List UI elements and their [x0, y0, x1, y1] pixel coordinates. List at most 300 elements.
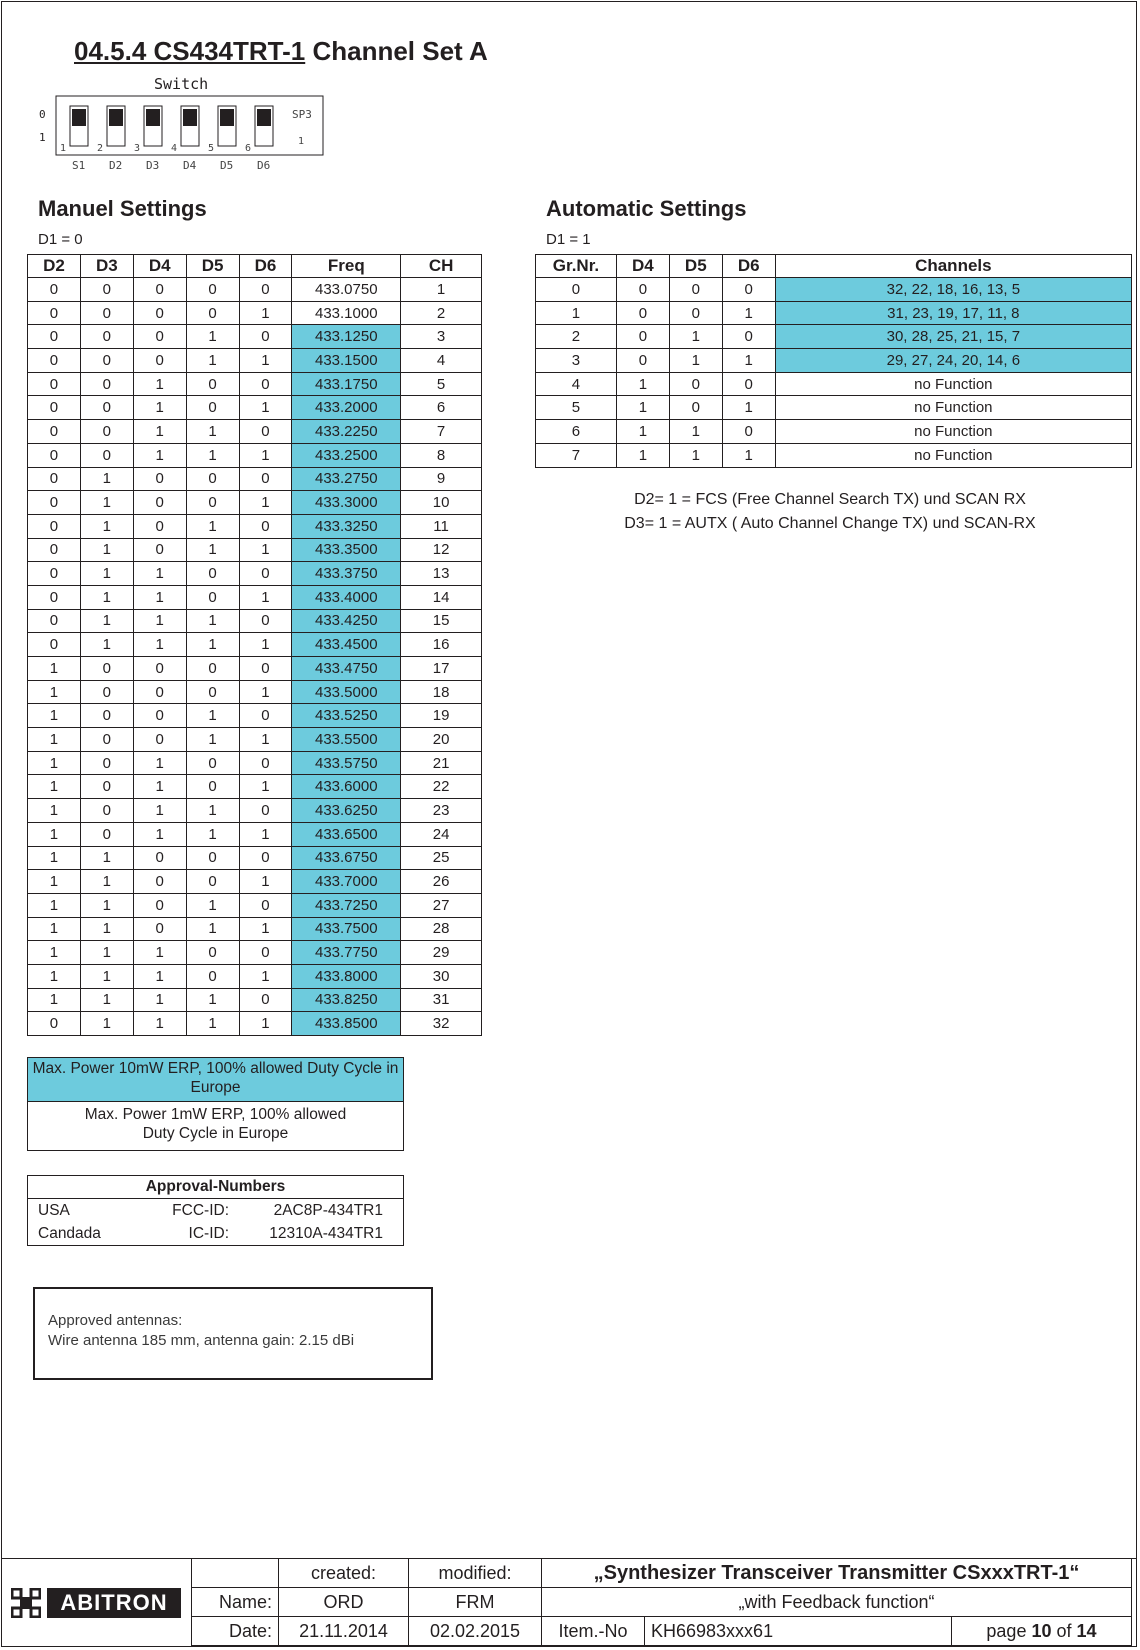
switch-bit-cell: 1 [80, 917, 133, 941]
switch-bit-cell: 0 [186, 870, 239, 894]
switch-label: S1 [72, 159, 86, 172]
power-legend-plain-line2: Duty Cycle in Europe [142, 1125, 289, 1142]
automatic-d1-label: D1 = 1 [546, 231, 591, 248]
switch-bit-cell: 1 [133, 609, 186, 633]
switch-bit-cell: 1 [28, 775, 81, 799]
channel-cell: 22 [401, 775, 482, 799]
switch-bit-cell: 1 [722, 301, 775, 325]
switch-bit-cell: 0 [28, 538, 81, 562]
approval-row [28, 1199, 403, 1222]
automatic-col-header: D5 [669, 255, 722, 278]
switch-bit-cell: 1 [186, 443, 239, 467]
switch-bit-cell: 0 [133, 870, 186, 894]
switch-bit-cell: 0 [239, 467, 292, 491]
switch-bit-cell: 0 [80, 751, 133, 775]
channel-cell: 21 [401, 751, 482, 775]
table-row [28, 917, 482, 941]
switch-bit-cell: 1 [239, 349, 292, 373]
note-d2: D2= 1 = FCS (Free Channel Search TX) und SCAN RX [634, 491, 1026, 508]
group-number-cell: 5 [536, 396, 617, 420]
channel-cell: 8 [401, 443, 482, 467]
channel-cell: 28 [401, 917, 482, 941]
switch-bit-cell: 1 [133, 988, 186, 1012]
channels-cell: no Function [775, 443, 1131, 467]
switch-label: D2 [109, 159, 123, 172]
switch-state-0: 0 [39, 108, 46, 121]
table-row [28, 1012, 482, 1036]
switch-bit-cell: 1 [80, 964, 133, 988]
switch-bit-cell: 1 [133, 443, 186, 467]
switch-bit-cell: 0 [80, 372, 133, 396]
switch-bit-cell: 1 [80, 870, 133, 894]
switch-bit-cell: 1 [80, 893, 133, 917]
item-value: KH66983xxx61 [645, 1617, 952, 1646]
channel-cell: 1 [401, 278, 482, 302]
page-number [952, 1617, 1132, 1646]
channel-cell: 31 [401, 988, 482, 1012]
switch-bit-cell: 0 [80, 301, 133, 325]
table-row [28, 799, 482, 823]
switch-bit-cell: 0 [28, 325, 81, 349]
switch-bit-cell: 0 [80, 349, 133, 373]
manual-col-header: Freq [292, 255, 401, 278]
switch-bit-cell: 0 [239, 704, 292, 728]
switch-bit-cell: 0 [239, 893, 292, 917]
table-row [28, 775, 482, 799]
table-row [28, 278, 482, 302]
channels-cell: 31, 23, 19, 17, 11, 8 [775, 301, 1131, 325]
table-row [28, 822, 482, 846]
table-row [28, 562, 482, 586]
switch-bit-cell: 0 [80, 775, 133, 799]
switch-bit-cell: 0 [80, 325, 133, 349]
freq-cell: 433.2000 [292, 396, 401, 420]
manual-col-header: D5 [186, 255, 239, 278]
switch-bit-cell: 0 [80, 278, 133, 302]
switch-bit-cell: 0 [722, 325, 775, 349]
footer-info-table [191, 1558, 1132, 1646]
switch-bit-cell: 1 [28, 728, 81, 752]
switch-bit-cell: 0 [239, 799, 292, 823]
switch-bit-cell: 1 [239, 1012, 292, 1036]
group-number-cell: 6 [536, 420, 617, 444]
switch-bit-cell: 0 [80, 799, 133, 823]
antenna-line2: Wire antenna 185 mm, antenna gain: 2.15 dBi [48, 1332, 355, 1349]
switch-bit-cell: 0 [80, 396, 133, 420]
freq-cell: 433.1250 [292, 325, 401, 349]
switch-bit-cell: 1 [28, 680, 81, 704]
switch-bit-cell: 1 [28, 964, 81, 988]
switch-bit-cell: 1 [80, 491, 133, 515]
channels-cell: no Function [775, 420, 1131, 444]
switch-bit-cell: 1 [722, 443, 775, 467]
approval-value: 2AC8P-434TR1 [273, 1202, 383, 1219]
table-row [28, 301, 482, 325]
switch-bit-cell: 0 [80, 822, 133, 846]
table-row [28, 420, 482, 444]
switch-bit-cell: 1 [133, 1012, 186, 1036]
switch-label: D6 [257, 159, 271, 172]
switch-bit-cell: 1 [28, 799, 81, 823]
switch-bit-cell: 0 [186, 657, 239, 681]
dip-switch-diagram [36, 76, 336, 176]
approval-country: Candada [38, 1225, 101, 1242]
switch-bit-cell: 1 [186, 1012, 239, 1036]
channels-cell: no Function [775, 396, 1131, 420]
table-row [28, 870, 482, 894]
switch-bit-cell: 0 [28, 301, 81, 325]
switch-bit-cell: 1 [239, 301, 292, 325]
table-row [28, 633, 482, 657]
channel-cell: 16 [401, 633, 482, 657]
switch-bit-cell: 0 [239, 278, 292, 302]
switch-bit-cell: 0 [616, 278, 669, 302]
switch-bit-cell: 0 [186, 846, 239, 870]
freq-cell: 433.5000 [292, 680, 401, 704]
switch-bit-cell: 0 [133, 728, 186, 752]
switch-bit-cell: 0 [80, 443, 133, 467]
table-row [536, 301, 1132, 325]
switch-bit-cell: 1 [28, 870, 81, 894]
switch-bit-cell: 1 [80, 609, 133, 633]
switch-bit-cell: 1 [28, 751, 81, 775]
switch-bit-cell: 0 [186, 467, 239, 491]
channel-cell: 24 [401, 822, 482, 846]
switch-bit-cell: 0 [133, 680, 186, 704]
page-total: 14 [1076, 1620, 1097, 1641]
dip-switch-knob [183, 109, 197, 126]
switch-bit-cell: 1 [28, 988, 81, 1012]
switch-bit-cell: 1 [80, 1012, 133, 1036]
switch-bit-cell: 0 [28, 609, 81, 633]
switch-bottom-note: 1 [298, 136, 305, 147]
automatic-settings-table [535, 254, 1132, 468]
channel-cell: 29 [401, 941, 482, 965]
approved-antennas-box [33, 1287, 433, 1380]
switch-bit-cell: 0 [28, 443, 81, 467]
switch-bit-cell: 1 [28, 917, 81, 941]
section-number: 04.5.4 CS434TRT-1 [74, 36, 306, 66]
switch-label: D4 [183, 159, 197, 172]
switch-bit-cell: 1 [186, 538, 239, 562]
freq-cell: 433.5750 [292, 751, 401, 775]
power-legend [27, 1057, 404, 1151]
table-row [28, 585, 482, 609]
switch-bit-cell: 1 [669, 443, 722, 467]
switch-side-text: SP3 [292, 108, 312, 121]
channels-cell: 30, 28, 25, 21, 15, 7 [775, 325, 1131, 349]
approval-key: FCC-ID: [172, 1202, 229, 1219]
group-number-cell: 7 [536, 443, 617, 467]
manual-settings-title: Manuel Settings [38, 196, 207, 221]
manual-col-header: D2 [28, 255, 81, 278]
name-created: ORD [279, 1588, 409, 1617]
switch-bit-cell: 0 [80, 704, 133, 728]
date-modified: 02.02.2015 [409, 1617, 542, 1646]
freq-cell: 433.0750 [292, 278, 401, 302]
freq-cell: 433.6250 [292, 799, 401, 823]
automatic-settings-title: Automatic Settings [546, 196, 747, 221]
page-current: 10 [1031, 1620, 1052, 1641]
channel-cell: 30 [401, 964, 482, 988]
table-row [28, 609, 482, 633]
table-row [536, 420, 1132, 444]
power-legend-plain [28, 1102, 403, 1150]
switch-bit-cell: 0 [186, 372, 239, 396]
switch-bit-cell: 0 [239, 657, 292, 681]
switch-bit-cell: 1 [133, 822, 186, 846]
switch-bit-cell: 0 [239, 846, 292, 870]
channels-cell: no Function [775, 372, 1131, 396]
switch-bit-cell: 1 [186, 609, 239, 633]
switch-bit-cell: 1 [616, 396, 669, 420]
channel-cell: 12 [401, 538, 482, 562]
switch-bit-cell: 0 [239, 609, 292, 633]
channel-cell: 23 [401, 799, 482, 823]
created-label: created: [279, 1559, 409, 1588]
approval-country: USA [38, 1202, 70, 1219]
freq-cell: 433.7250 [292, 893, 401, 917]
switch-bit-cell: 1 [239, 585, 292, 609]
group-number-cell: 4 [536, 372, 617, 396]
switch-bit-cell: 0 [186, 301, 239, 325]
group-number-cell: 0 [536, 278, 617, 302]
manual-settings-table [27, 254, 482, 1036]
channel-cell: 13 [401, 562, 482, 586]
switch-bit-cell: 0 [28, 585, 81, 609]
freq-cell: 433.1500 [292, 349, 401, 373]
channel-cell: 15 [401, 609, 482, 633]
switch-bit-cell: 0 [186, 585, 239, 609]
switch-bit-cell: 0 [133, 301, 186, 325]
freq-cell: 433.1000 [292, 301, 401, 325]
switch-bit-cell: 0 [186, 562, 239, 586]
switch-bit-cell: 0 [239, 420, 292, 444]
switch-bit-cell: 0 [239, 988, 292, 1012]
switch-bit-cell: 0 [722, 278, 775, 302]
freq-cell: 433.4250 [292, 609, 401, 633]
group-number-cell: 2 [536, 325, 617, 349]
switch-bit-cell: 0 [239, 941, 292, 965]
switch-bit-cell: 0 [80, 728, 133, 752]
switch-bit-cell: 1 [616, 443, 669, 467]
table-row [28, 893, 482, 917]
freq-cell: 433.8250 [292, 988, 401, 1012]
switch-bit-cell: 1 [186, 988, 239, 1012]
switch-label: D5 [220, 159, 234, 172]
channel-cell: 2 [401, 301, 482, 325]
table-row [536, 372, 1132, 396]
switch-bit-cell: 1 [186, 917, 239, 941]
switch-bit-cell: 1 [80, 514, 133, 538]
switch-bit-cell: 0 [28, 372, 81, 396]
switch-bit-cell: 1 [133, 964, 186, 988]
power-legend-highlighted: Max. Power 10mW ERP, 100% allowed Duty Cycle in Europe [28, 1058, 403, 1102]
freq-cell: 433.4000 [292, 585, 401, 609]
switch-bit-cell: 0 [186, 775, 239, 799]
switch-bit-cell: 0 [28, 1012, 81, 1036]
switch-bit-cell: 1 [239, 917, 292, 941]
channel-cell: 25 [401, 846, 482, 870]
switch-bit-cell: 0 [133, 514, 186, 538]
freq-cell: 433.2500 [292, 443, 401, 467]
freq-cell: 433.3750 [292, 562, 401, 586]
switch-bit-cell: 0 [616, 325, 669, 349]
note-d3: D3= 1 = AUTX ( Auto Channel Change TX) und SCAN-RX [624, 515, 1036, 532]
freq-cell: 433.6500 [292, 822, 401, 846]
modified-label: modified: [409, 1559, 542, 1588]
table-row [28, 396, 482, 420]
switch-bit-cell: 1 [133, 799, 186, 823]
switch-bit-cell: 1 [80, 538, 133, 562]
freq-cell: 433.1750 [292, 372, 401, 396]
table-row [536, 349, 1132, 373]
switch-bit-cell: 0 [186, 491, 239, 515]
freq-cell: 433.6750 [292, 846, 401, 870]
switch-bit-cell: 1 [616, 372, 669, 396]
freq-cell: 433.5250 [292, 704, 401, 728]
switch-bit-cell: 1 [669, 420, 722, 444]
switch-bit-cell: 0 [186, 396, 239, 420]
switch-position-number: 1 [60, 143, 67, 154]
switch-bit-cell: 0 [722, 372, 775, 396]
table-row [28, 443, 482, 467]
switch-bit-cell: 0 [239, 751, 292, 775]
channel-cell: 5 [401, 372, 482, 396]
page-prefix: page [986, 1620, 1027, 1641]
switch-bit-cell: 1 [239, 728, 292, 752]
table-row [28, 941, 482, 965]
switch-bit-cell: 0 [28, 562, 81, 586]
dip-switch-knob [146, 109, 160, 126]
freq-cell: 433.8500 [292, 1012, 401, 1036]
switch-bit-cell: 1 [186, 893, 239, 917]
channel-cell: 9 [401, 467, 482, 491]
freq-cell: 433.2250 [292, 420, 401, 444]
switch-bit-cell: 1 [80, 562, 133, 586]
approval-row [28, 1222, 403, 1245]
switch-bit-cell: 0 [133, 278, 186, 302]
manual-col-header: D6 [239, 255, 292, 278]
table-row [28, 491, 482, 515]
switch-bit-cell: 0 [28, 467, 81, 491]
switch-bit-cell: 0 [239, 562, 292, 586]
freq-cell: 433.7000 [292, 870, 401, 894]
channel-cell: 14 [401, 585, 482, 609]
switch-bit-cell: 1 [80, 988, 133, 1012]
switch-position-number: 6 [245, 143, 252, 154]
freq-cell: 433.4750 [292, 657, 401, 681]
footer-empty-cell [192, 1559, 279, 1588]
switch-bit-cell: 0 [133, 917, 186, 941]
switch-position-number: 3 [134, 143, 141, 154]
switch-bit-cell: 1 [186, 514, 239, 538]
group-number-cell: 3 [536, 349, 617, 373]
group-number-cell: 1 [536, 301, 617, 325]
automatic-col-header: Gr.Nr. [536, 255, 617, 278]
table-row [536, 278, 1132, 302]
switch-bit-cell: 1 [186, 349, 239, 373]
table-row [28, 680, 482, 704]
channel-cell: 17 [401, 657, 482, 681]
page-of: of [1056, 1620, 1072, 1641]
switch-bit-cell: 1 [133, 372, 186, 396]
power-legend-plain-line1: Max. Power 1mW ERP, 100% allowed [84, 1106, 347, 1123]
switch-bit-cell: 1 [239, 822, 292, 846]
switch-bit-cell: 0 [28, 278, 81, 302]
switch-bit-cell: 1 [133, 775, 186, 799]
switch-bit-cell: 1 [722, 349, 775, 373]
approval-key: IC-ID: [188, 1225, 229, 1242]
switch-bit-cell: 1 [28, 893, 81, 917]
switch-position-number: 2 [97, 143, 104, 154]
automatic-col-header: D4 [616, 255, 669, 278]
approval-title: Approval-Numbers [28, 1176, 403, 1199]
table-row [28, 988, 482, 1012]
switch-bit-cell: 1 [28, 846, 81, 870]
channel-cell: 3 [401, 325, 482, 349]
switch-bit-cell: 0 [28, 349, 81, 373]
switch-bit-cell: 0 [616, 301, 669, 325]
switch-bit-cell: 1 [239, 680, 292, 704]
dip-switch-knob [72, 109, 86, 126]
dip-switch-knob [109, 109, 123, 126]
table-row [28, 704, 482, 728]
approval-value: 12310A-434TR1 [269, 1225, 383, 1242]
freq-cell: 433.2750 [292, 467, 401, 491]
dip-switch-knob [257, 109, 271, 126]
switch-bit-cell: 0 [239, 514, 292, 538]
table-row [536, 443, 1132, 467]
channel-cell: 27 [401, 893, 482, 917]
table-row [28, 514, 482, 538]
date-label: Date: [192, 1617, 279, 1646]
name-label: Name: [192, 1588, 279, 1617]
switch-bit-cell: 1 [28, 822, 81, 846]
channel-cell: 20 [401, 728, 482, 752]
switch-bit-cell: 0 [669, 396, 722, 420]
channels-cell: 32, 22, 18, 16, 13, 5 [775, 278, 1131, 302]
switch-bit-cell: 1 [239, 964, 292, 988]
switch-bit-cell: 0 [133, 657, 186, 681]
freq-cell: 433.3500 [292, 538, 401, 562]
switch-bit-cell: 0 [80, 657, 133, 681]
switch-bit-cell: 0 [80, 680, 133, 704]
switch-bit-cell: 1 [239, 491, 292, 515]
switch-bit-cell: 1 [28, 704, 81, 728]
switch-bit-cell: 0 [186, 278, 239, 302]
switch-bit-cell: 1 [239, 870, 292, 894]
switch-bit-cell: 1 [80, 585, 133, 609]
switch-bit-cell: 0 [669, 278, 722, 302]
switch-bit-cell: 0 [80, 420, 133, 444]
switch-bit-cell: 1 [669, 325, 722, 349]
switch-bit-cell: 1 [80, 846, 133, 870]
table-row [536, 325, 1132, 349]
table-row [28, 467, 482, 491]
document-subtitle: „with Feedback function“ [542, 1588, 1132, 1617]
switch-bit-cell: 1 [133, 633, 186, 657]
switch-bit-cell: 1 [239, 633, 292, 657]
switch-bit-cell: 1 [186, 822, 239, 846]
switch-bit-cell: 1 [133, 396, 186, 420]
switch-bit-cell: 0 [28, 396, 81, 420]
abitron-logo [11, 1588, 181, 1618]
switch-bit-cell: 1 [186, 325, 239, 349]
switch-label: D3 [146, 159, 160, 172]
freq-cell: 433.5500 [292, 728, 401, 752]
switch-bit-cell: 1 [80, 633, 133, 657]
